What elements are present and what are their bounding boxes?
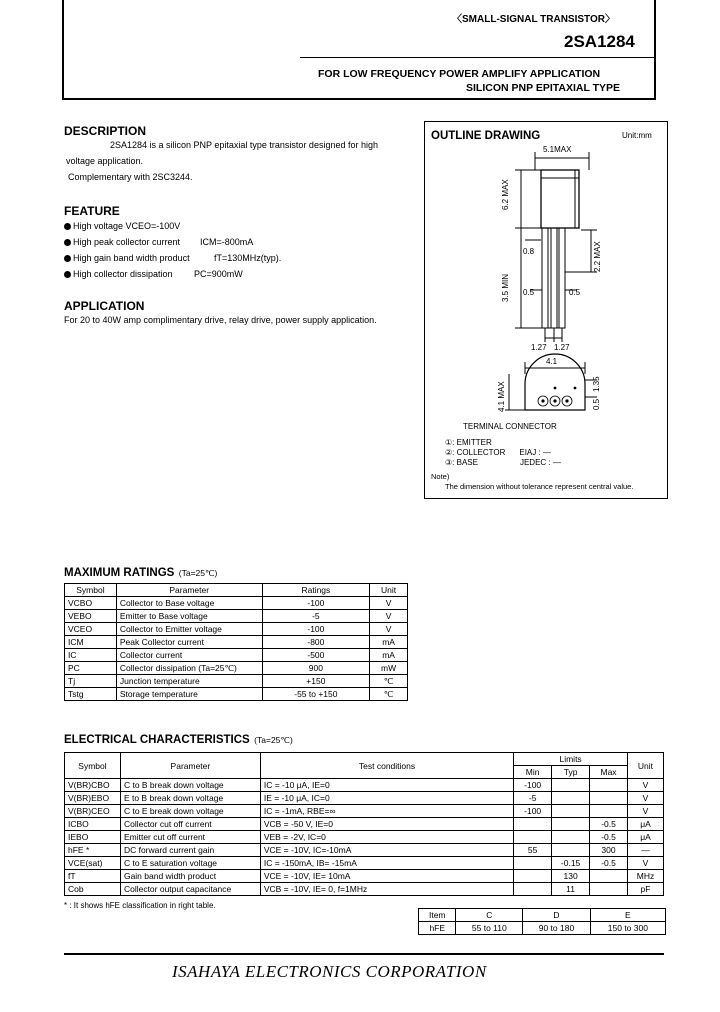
table-row: [419, 909, 666, 922]
terminal-item: ③: BASE JEDEC : —: [445, 458, 561, 467]
table-cell: Junction temperature: [116, 675, 262, 688]
table-cell: mA: [370, 649, 408, 662]
table-cell: Storage temperature: [116, 688, 262, 701]
table-cell: hFE: [419, 922, 456, 935]
dim-top-width: 5.1MAX: [543, 145, 572, 154]
table-cell: C to E break down voltage: [120, 805, 260, 818]
transistor-outline-svg: [425, 122, 667, 422]
description-text-3: Complementary with 2SC3244.: [68, 172, 193, 182]
table-header: Limits: [514, 753, 628, 766]
table-cell: +150: [262, 675, 369, 688]
dim-135: 1.35: [592, 376, 601, 392]
table-header-row: [65, 753, 664, 766]
table-cell: 55 to 110: [456, 922, 523, 935]
terminal-list: [445, 438, 561, 468]
table-cell: hFE *: [65, 844, 121, 857]
table-cell: VCE = -10V, IC=-10mA: [260, 844, 513, 857]
outline-drawing-box: [424, 121, 668, 499]
table-cell: V: [370, 610, 408, 623]
table-cell: [590, 792, 628, 805]
table-cell: Peak Collector current: [116, 636, 262, 649]
dim-width-41: 4.1: [546, 357, 558, 366]
table-cell: [552, 792, 590, 805]
table-row: [65, 636, 408, 649]
table-cell: 900: [262, 662, 369, 675]
table-cell: VEB = -2V, IC=0: [260, 831, 513, 844]
table-cell: V: [370, 623, 408, 636]
table-cell: ℃: [370, 688, 408, 701]
feature-item: High voltage VCEO=-100V: [64, 218, 364, 234]
elec-heading: [64, 730, 293, 748]
table-cell: -0.5: [590, 818, 628, 831]
table-cell: [514, 818, 552, 831]
table-cell: 90 to 180: [523, 922, 591, 935]
table-cell: [552, 844, 590, 857]
feature-item: High gain band width product fT=130MHz(typ).: [64, 250, 364, 266]
dim-05a: 0.5: [523, 288, 535, 297]
table-cell: -500: [262, 649, 369, 662]
table-cell: D: [523, 909, 591, 922]
table-cell: -0.15: [552, 857, 590, 870]
table-cell: μA: [627, 818, 663, 831]
table-cell: ICBO: [65, 818, 121, 831]
table-cell: IC = -150mA, IB= -15mA: [260, 857, 513, 870]
dim-height-41: 4.1 MAX: [497, 381, 506, 412]
dim-05b: 0.5: [569, 288, 581, 297]
description-text-2: voltage application.: [66, 156, 144, 166]
outline-title: OUTLINE DRAWING: [431, 130, 541, 142]
unit-label: Unit:mm: [622, 131, 652, 140]
table-cell: Item: [419, 909, 456, 922]
max-ratings-heading: [64, 563, 217, 581]
table-row: [65, 805, 664, 818]
table-cell: [514, 831, 552, 844]
table-cell: V(BR)EBO: [65, 792, 121, 805]
description-text-1: 2SA1284 is a silicon PNP epitaxial type transistor designed for high: [110, 140, 378, 150]
bullet-icon: [64, 239, 71, 246]
table-cell: fT: [65, 870, 121, 883]
table-cell: pF: [627, 883, 663, 896]
table-cell: DC forward current gain: [120, 844, 260, 857]
application-title: APPLICATION: [64, 299, 145, 313]
table-cell: 150 to 300: [590, 922, 665, 935]
table-cell: Emitter to Base voltage: [116, 610, 262, 623]
table-cell: ℃: [370, 675, 408, 688]
dim-pitch-2: 1.27: [554, 343, 570, 352]
terminal-title: TERMINAL CONNECTOR: [463, 422, 557, 431]
table-cell: -100: [262, 623, 369, 636]
table-cell: Cob: [65, 883, 121, 896]
table-cell: V: [627, 857, 663, 870]
table-header: Symbol: [65, 753, 121, 779]
table-cell: [552, 831, 590, 844]
table-cell: VCE = -10V, IE= 10mA: [260, 870, 513, 883]
table-cell: Collector to Base voltage: [116, 597, 262, 610]
table-cell: C to B break down voltage: [120, 779, 260, 792]
application-line: FOR LOW FREQUENCY POWER AMPLIFY APPLICATION: [318, 68, 601, 80]
table-cell: -100: [514, 779, 552, 792]
table-subheader: Typ: [552, 766, 590, 779]
bullet-icon: [64, 255, 71, 262]
table-cell: VCEO: [65, 623, 117, 636]
table-cell: 11: [552, 883, 590, 896]
table-cell: IC: [65, 649, 117, 662]
header-bottom-rule: [62, 98, 656, 100]
table-header-row: [65, 584, 408, 597]
table-cell: -0.5: [590, 857, 628, 870]
table-row: [65, 831, 664, 844]
table-header: Unit: [627, 753, 663, 779]
type-line: SILICON PNP EPITAXIAL TYPE: [466, 82, 621, 94]
footer-top-rule: [64, 953, 664, 955]
part-number: 2SA1284: [564, 32, 635, 51]
feature-title: FEATURE: [64, 204, 120, 218]
table-row: [65, 870, 664, 883]
table-cell: —: [627, 844, 663, 857]
max-ratings-table: [64, 583, 408, 701]
table-cell: V: [370, 597, 408, 610]
table-row: [65, 844, 664, 857]
terminal-item: ①: EMITTER: [445, 438, 492, 447]
table-cell: Collector output capacitance: [120, 883, 260, 896]
table-row: [65, 779, 664, 792]
feature-item: High collector dissipation PC=900mW: [64, 266, 364, 282]
table-cell: VEBO: [65, 610, 117, 623]
category-label: 〈SMALL-SIGNAL TRANSISTOR〉: [452, 14, 615, 25]
table-cell: VCE(sat): [65, 857, 121, 870]
table-cell: -100: [514, 805, 552, 818]
table-header: Ratings: [262, 584, 369, 597]
table-row: [419, 922, 666, 935]
table-cell: V: [627, 805, 663, 818]
table-cell: Emitter cut off current: [120, 831, 260, 844]
header-right-rule: [654, 0, 656, 100]
table-cell: Collector to Emitter voltage: [116, 623, 262, 636]
table-cell: [590, 870, 628, 883]
terminal-item: ②: COLLECTOR EIAJ : —: [445, 448, 551, 457]
table-row: [65, 610, 408, 623]
table-cell: V: [627, 779, 663, 792]
description-title: DESCRIPTION: [64, 124, 147, 138]
company-name: ISAHAYA ELECTRONICS CORPORATION: [172, 962, 487, 981]
table-cell: -800: [262, 636, 369, 649]
table-cell: [514, 883, 552, 896]
table-cell: IC = -1mA, RBE=∞: [260, 805, 513, 818]
table-cell: V(BR)CBO: [65, 779, 121, 792]
elec-title: ELECTRICAL CHARACTERISTICS: [64, 734, 250, 746]
table-cell: mW: [370, 662, 408, 675]
table-header: Test conditions: [260, 753, 513, 779]
table-header: Parameter: [120, 753, 260, 779]
table-subheader: Max: [590, 766, 628, 779]
table-cell: [514, 857, 552, 870]
table-cell: -55 to +150: [262, 688, 369, 701]
table-cell: PC: [65, 662, 117, 675]
bullet-icon: [64, 223, 71, 230]
table-row: [65, 688, 408, 701]
table-cell: [552, 818, 590, 831]
table-cell: ICM: [65, 636, 117, 649]
dim-08: 0.8: [523, 247, 535, 256]
elec-footnote: * : It shows hFE classification in right table.: [64, 901, 216, 910]
table-row: [65, 792, 664, 805]
table-cell: Collector dissipation (Ta=25℃): [116, 662, 262, 675]
header-mid-rule: [300, 57, 656, 58]
table-cell: VCBO: [65, 597, 117, 610]
table-subheader: Min: [514, 766, 552, 779]
table-cell: MHz: [627, 870, 663, 883]
table-header: Unit: [370, 584, 408, 597]
table-cell: E to B break down voltage: [120, 792, 260, 805]
table-cell: C: [456, 909, 523, 922]
dim-pitch-1: 1.27: [531, 343, 547, 352]
table-header: Symbol: [65, 584, 117, 597]
table-row: [65, 818, 664, 831]
hfe-class-table: [418, 908, 666, 935]
table-cell: 55: [514, 844, 552, 857]
table-row: [65, 857, 664, 870]
table-cell: mA: [370, 636, 408, 649]
dim-22: 2.2 MAX: [593, 241, 602, 272]
table-cell: μA: [627, 831, 663, 844]
table-row: [65, 883, 664, 896]
table-cell: [514, 870, 552, 883]
table-row: [65, 662, 408, 675]
elec-cond: (Ta=25℃): [254, 735, 293, 745]
table-cell: -0.5: [590, 831, 628, 844]
table-cell: -100: [262, 597, 369, 610]
feature-list: [64, 218, 364, 282]
max-ratings-cond: (Ta=25℃): [178, 568, 218, 578]
table-cell: [552, 779, 590, 792]
table-cell: VCB = -50 V, IE=0: [260, 818, 513, 831]
table-cell: V: [627, 792, 663, 805]
table-cell: IC = -10 μA, IE=0: [260, 779, 513, 792]
application-text: For 20 to 40W amp complimentary drive, relay drive, power supply application.: [64, 315, 377, 325]
table-cell: Collector current: [116, 649, 262, 662]
table-cell: VCB = -10V, IE= 0, f=1MHz: [260, 883, 513, 896]
table-row: [65, 623, 408, 636]
table-cell: 300: [590, 844, 628, 857]
table-cell: IEBO: [65, 831, 121, 844]
table-row: [65, 649, 408, 662]
table-cell: Gain band width product: [120, 870, 260, 883]
table-cell: Collector cut off current: [120, 818, 260, 831]
table-cell: Tj: [65, 675, 117, 688]
note-label: Note): [431, 472, 450, 481]
header-left-rule: [62, 0, 64, 100]
max-ratings-title: MAXIMUM RATINGS: [64, 567, 175, 579]
table-cell: -5: [262, 610, 369, 623]
feature-item: High peak collector current ICM=-800mA: [64, 234, 364, 250]
dim-05c: 0.5: [592, 398, 601, 410]
dim-body-height: 6.2 MAX: [501, 179, 510, 210]
table-cell: C to E saturation voltage: [120, 857, 260, 870]
dim-lead-length: 3.5 MIN: [501, 273, 510, 302]
table-cell: [590, 779, 628, 792]
table-cell: 130: [552, 870, 590, 883]
elec-table: [64, 752, 664, 896]
table-row: [65, 597, 408, 610]
table-cell: [590, 883, 628, 896]
note-text: The dimension without tolerance represent central value.: [445, 482, 634, 491]
table-cell: [552, 805, 590, 818]
table-cell: -5: [514, 792, 552, 805]
table-header: Parameter: [116, 584, 262, 597]
table-cell: V(BR)CEO: [65, 805, 121, 818]
table-row: [65, 675, 408, 688]
table-cell: IE = -10 μA, IC=0: [260, 792, 513, 805]
bullet-icon: [64, 271, 71, 278]
table-cell: Tstg: [65, 688, 117, 701]
table-cell: E: [590, 909, 665, 922]
table-cell: [590, 805, 628, 818]
